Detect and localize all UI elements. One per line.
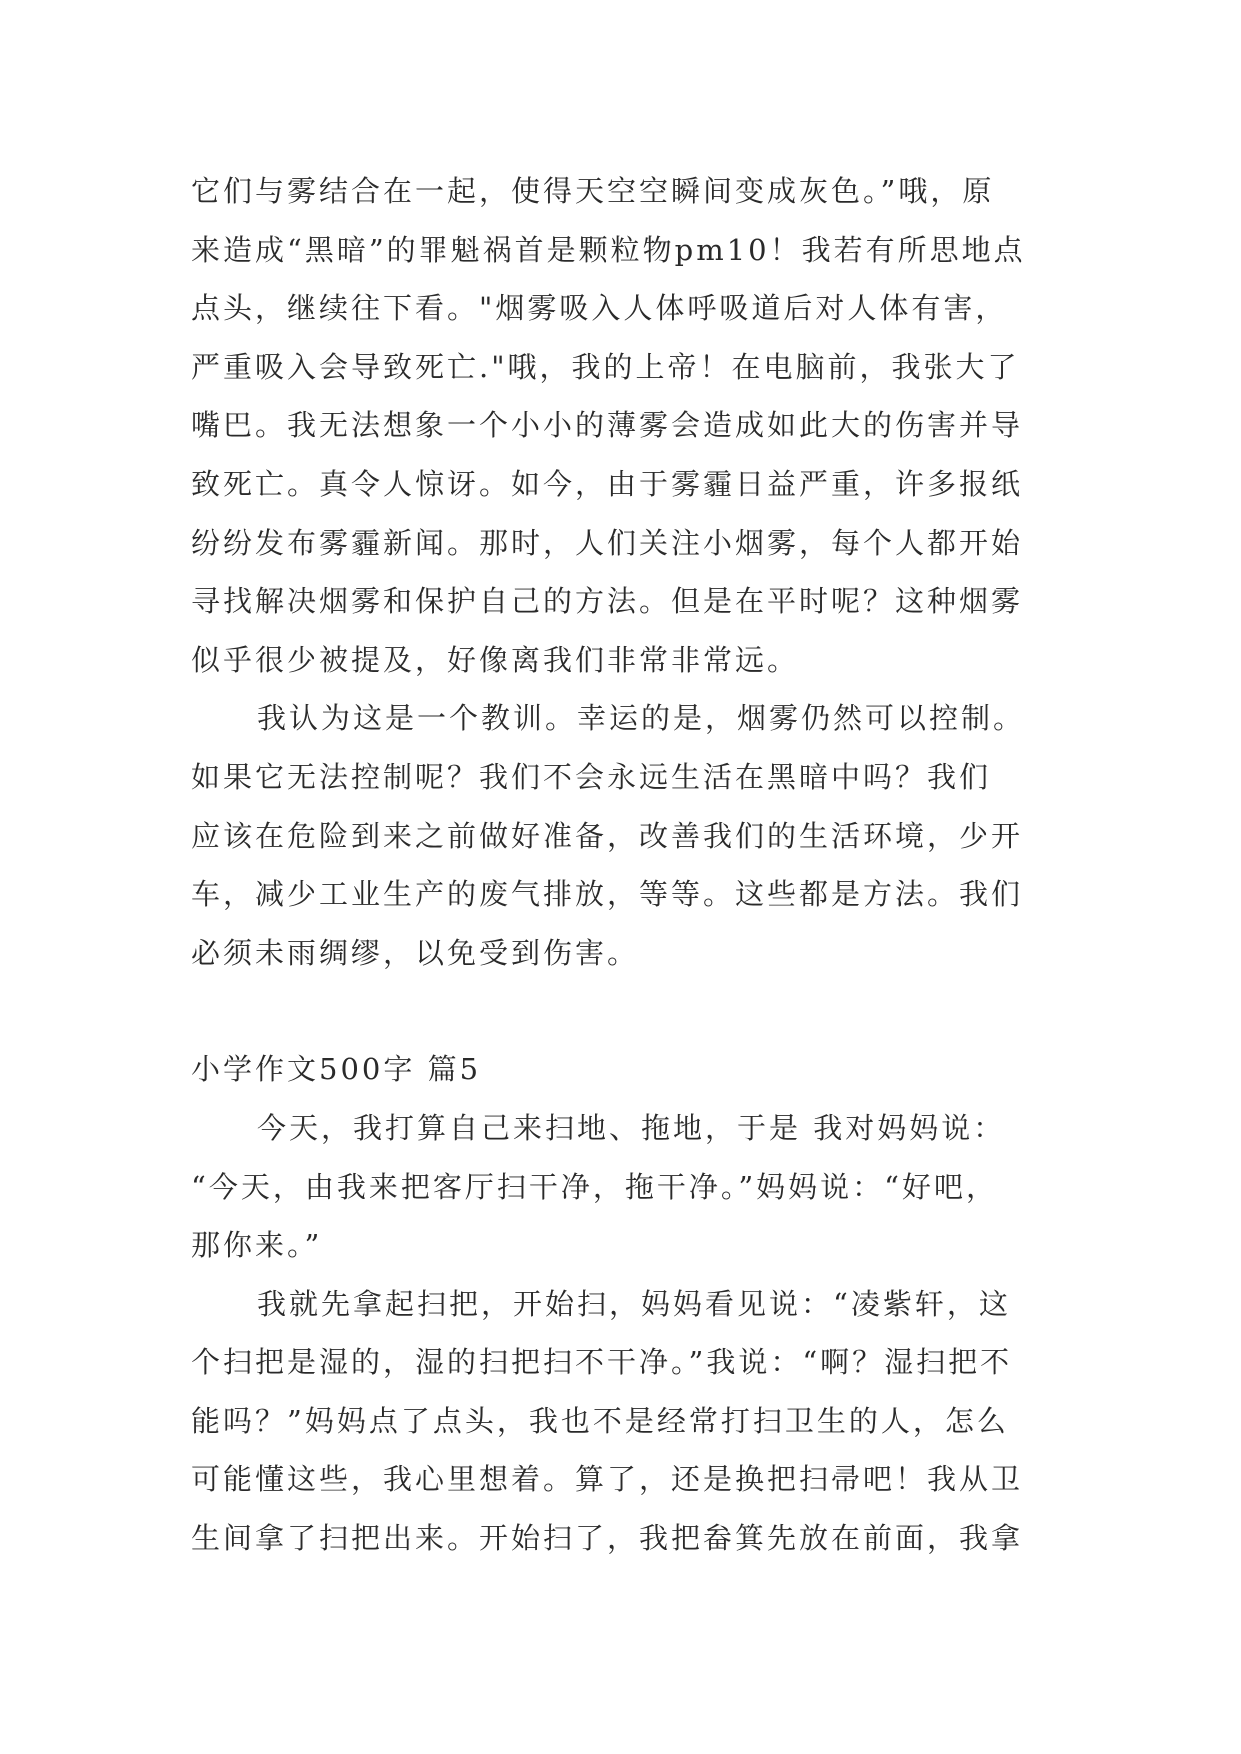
essay-body	[191, 162, 1071, 1568]
text-line: 致死亡。真令人惊讶。如今，由于雾霾日益严重，许多报纸	[191, 466, 1024, 501]
text-line: 它们与雾结合在一起，使得天空空瞬间变成灰色。”哦，原	[191, 174, 995, 208]
text-line: 应该在危险到来之前做好准备，改善我们的生活环境，少开	[191, 818, 1024, 853]
text-line: 如果它无法控制呢？我们不会永远生活在黑暗中吗？我们	[191, 759, 992, 794]
text-line: 寻找解决烟雾和保护自己的方法。但是在平时呢？这种烟雾	[191, 584, 1024, 619]
paragraph-smog-effects	[191, 162, 1071, 689]
text-line: 似乎很少被提及，好像离我们非常非常远。	[191, 642, 800, 677]
text-line: 个扫把是湿的，湿的扫把扫不干净。”我说：“啊？湿扫把不	[191, 1345, 1013, 1380]
text-line: 点头，继续往下看。"烟雾吸入人体呼吸道后对人体有害，	[191, 291, 1008, 326]
text-line: 嘴巴。我无法想象一个小小的薄雾会造成如此大的伤害并导	[191, 408, 1024, 443]
text-line: 今天，我打算自己来扫地、拖地，于是 我对妈妈说：	[257, 1110, 1006, 1145]
text-line: 车，减少工业生产的废气排放，等等。这些都是方法。我们	[191, 877, 1024, 912]
text-line: 那你来。”	[191, 1228, 323, 1263]
paragraph-sweeping-intro	[191, 1099, 1071, 1275]
text-line: 可能懂这些，我心里想着。算了，还是换把扫帚吧！我从卫	[191, 1462, 1024, 1497]
text-line: 我就先拿起扫把，开始扫，妈妈看见说：“凌紫轩，这	[257, 1286, 1011, 1321]
text-line: 生间拿了扫把出来。开始扫了，我把畚箕先放在前面，我拿	[191, 1521, 1024, 1556]
text-line: “今天，由我来把客厅扫干净，拖干净。”妈妈说：“好吧，	[191, 1169, 998, 1204]
text-line: 来造成“黑暗”的罪魁祸首是颗粒物pm10！我若有所思地点	[191, 232, 1026, 267]
text-line: 严重吸入会导致死亡."哦，我的上帝！在电脑前，我张大了	[191, 349, 1020, 384]
text-line: 能吗？”妈妈点了点头，我也不是经常打扫卫生的人，怎么	[191, 1403, 1009, 1438]
paragraph-lesson	[191, 689, 1071, 982]
text-line: 必须未雨绸缪，以免受到伤害。	[191, 935, 640, 970]
paragraph-sweeping-broom	[191, 1275, 1071, 1568]
essay-heading: 小学作文500字 篇5	[191, 1052, 482, 1087]
text-line: 纷纷发布雾霾新闻。那时，人们关注小烟雾，每个人都开始	[191, 525, 1024, 560]
text-line: 我认为这是一个教训。幸运的是，烟雾仍然可以控制。	[257, 701, 1026, 736]
